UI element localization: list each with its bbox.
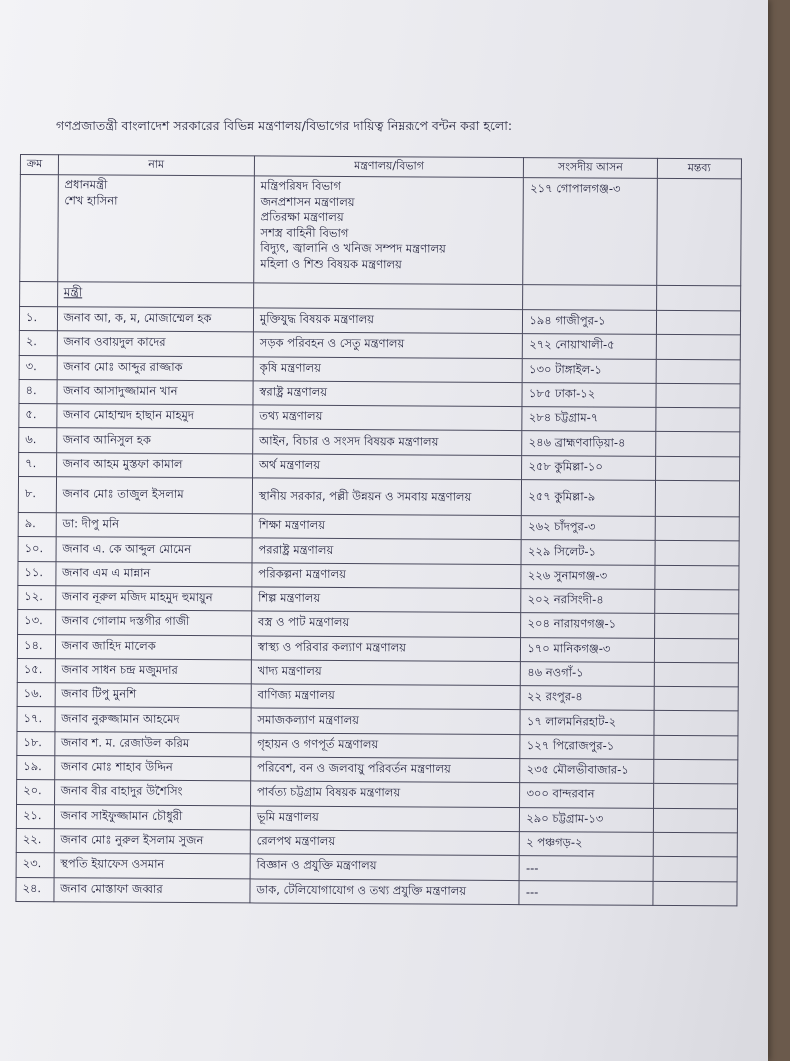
pm-serial bbox=[20, 175, 58, 282]
row-serial: ৪. bbox=[19, 379, 57, 404]
pm-name: শেখ হাসিনা bbox=[64, 192, 118, 208]
row-ministry: স্বরাষ্ট্র মন্ত্রণালয় bbox=[253, 381, 523, 407]
pm-remarks bbox=[656, 178, 741, 286]
table-row bbox=[18, 477, 739, 517]
row-remarks bbox=[655, 480, 740, 517]
row-name: জনাব আনিসুল হক bbox=[56, 428, 252, 453]
pm-ministry: জনপ্রশাসন মন্ত্রণালয় bbox=[260, 193, 355, 209]
row-ministry: তথ্য মন্ত্রণালয় bbox=[253, 405, 523, 431]
row-ministry: পরিবেশ, বন ও জলবায়ু পরিবর্তন মন্ত্রণালয় bbox=[251, 757, 521, 783]
row-ministry: বিজ্ঞান ও প্রযুক্তি মন্ত্রণালয় bbox=[250, 854, 520, 880]
row-ministry: স্থানীয় সরকার, পল্লী উন্নয়ন ও সমবায় মন্ত্রণালয় bbox=[252, 478, 522, 516]
row-serial: ৭. bbox=[19, 452, 57, 477]
row-seat: ১২৭ পিরোজপুর-১ bbox=[520, 734, 653, 759]
row-ministry: সড়ক পরিবহন ও সেতু মন্ত্রণালয় bbox=[253, 332, 523, 358]
row-serial: ১২. bbox=[18, 585, 56, 610]
row-seat: ২৫৮ কুমিল্লা-১০ bbox=[522, 455, 655, 480]
row-ministry: ভূমি মন্ত্রণালয় bbox=[250, 806, 520, 832]
row-name: জনাব এ. কে আব্দুল মোমেন bbox=[56, 537, 252, 562]
row-remarks bbox=[654, 565, 739, 590]
row-serial: ১০. bbox=[18, 537, 56, 562]
row-ministry: পররাষ্ট্র মন্ত্রণালয় bbox=[252, 538, 522, 564]
pm-seat: ২১৭ গোপালগঞ্জ-৩ bbox=[523, 178, 657, 286]
row-remarks bbox=[653, 759, 738, 784]
row-seat: --- bbox=[519, 880, 652, 905]
row-serial: ১. bbox=[19, 307, 57, 332]
row-name: জনাব শ. ম. রেজাউল করিম bbox=[54, 731, 250, 756]
row-name: স্থপতি ইয়াফেস ওসমান bbox=[54, 853, 250, 878]
row-seat: ৩০০ বান্দরবান bbox=[520, 783, 653, 808]
header-serial: ক্রম bbox=[20, 155, 58, 175]
row-serial: ৮. bbox=[18, 477, 56, 513]
row-seat: ২২ রংপুর-৪ bbox=[520, 686, 653, 711]
row-serial: ২৩. bbox=[16, 853, 54, 878]
page-heading: গণপ্রজাতন্ত্রী বাংলাদেশ সরকারের বিভিন্ন মন্ত্রণালয়/বিভাগের দায়িত্ব নিম্নরূপে বন্টন করা হলো: bbox=[56, 118, 513, 133]
row-seat: --- bbox=[519, 856, 652, 881]
pm-ministry: বিদ্যুৎ, জ্বালানি ও খনিজ সম্পদ মন্ত্রণালয় bbox=[260, 240, 446, 256]
row-seat: ১৭ লালমনিরহাট-২ bbox=[520, 710, 653, 735]
header-name: নাম bbox=[58, 155, 254, 176]
row-name: ডা: দীপু মনি bbox=[56, 513, 252, 538]
row-remarks bbox=[653, 857, 738, 882]
row-serial: ১৮. bbox=[17, 731, 55, 756]
row-remarks bbox=[656, 359, 741, 384]
row-remarks bbox=[654, 662, 739, 687]
row-ministry: রেলপথ মন্ত্রণালয় bbox=[250, 830, 520, 856]
row-ministry: গৃহায়ন ও গণপূর্ত মন্ত্রণালয় bbox=[251, 733, 521, 759]
row-seat: ২৮৪ চট্টগ্রাম-৭ bbox=[522, 407, 655, 432]
row-remarks bbox=[653, 784, 738, 809]
row-ministry: ডাক, টেলিযোগাযোগ ও তথ্য প্রযুক্তি মন্ত্রণালয় bbox=[250, 878, 520, 904]
row-name: জনাব মোঃ তাজুল ইসলাম bbox=[56, 477, 252, 514]
row-remarks bbox=[654, 638, 739, 663]
row-remarks bbox=[654, 589, 739, 614]
section-label: মন্ত্রী bbox=[63, 285, 83, 300]
row-serial: ৯. bbox=[18, 513, 56, 538]
pm-ministry: সশস্ত্র বাহিনী বিভাগ bbox=[260, 224, 349, 240]
row-seat: ১৩০ টাঙ্গাইল-১ bbox=[522, 358, 655, 383]
row-ministry: খাদ্য মন্ত্রণালয় bbox=[251, 660, 521, 686]
row-name: জনাব মোঃ শাহাব উদ্দিন bbox=[54, 756, 250, 781]
row-name: জনাব টিপু মুনশি bbox=[55, 683, 251, 708]
row-seat: ২৩৫ মৌলভীবাজার-১ bbox=[520, 759, 653, 784]
row-ministry: শিক্ষা মন্ত্রণালয় bbox=[252, 514, 522, 540]
row-seat: ২ পঞ্চগড়-২ bbox=[520, 832, 653, 857]
row-serial: ১৫. bbox=[17, 658, 55, 683]
row-remarks bbox=[655, 541, 740, 566]
row-serial: ৬. bbox=[19, 428, 57, 453]
row-name: জনাব সাইফুজ্জামান চৌধুরী bbox=[54, 804, 250, 829]
row-seat: ২৪৬ ব্রাহ্মণবাড়িয়া-৪ bbox=[522, 431, 655, 456]
pm-name-cell bbox=[57, 175, 254, 283]
row-remarks bbox=[654, 711, 739, 736]
row-name: জনাব নূরুল মজিদ মাহমুদ হুমায়ুন bbox=[55, 586, 251, 611]
row-remarks bbox=[653, 832, 738, 857]
row-ministry: স্বাস্থ্য ও পরিবার কল্যাণ মন্ত্রণালয় bbox=[251, 635, 521, 661]
ministry-allocation-table bbox=[15, 154, 742, 906]
row-serial: ১৪. bbox=[17, 634, 55, 659]
header-seat: সংসদীয় আসন bbox=[524, 158, 657, 179]
row-ministry: বাণিজ্য মন্ত্রণালয় bbox=[251, 684, 521, 710]
row-seat: ৪৬ নওগাঁ-১ bbox=[521, 661, 654, 686]
row-serial: ৩. bbox=[19, 355, 57, 380]
row-seat: ১৭০ মানিকগঞ্জ-৩ bbox=[521, 637, 654, 662]
row-name: জনাব আহম মুস্তফা কামাল bbox=[56, 453, 252, 478]
pm-title: প্রধানমন্ত্রী bbox=[64, 177, 108, 192]
row-serial: ১৭. bbox=[17, 707, 55, 732]
row-ministry: সমাজকল্যাণ মন্ত্রণালয় bbox=[251, 708, 521, 734]
table-row bbox=[16, 877, 737, 906]
row-seat: ২৬২ চাঁদপুর-৩ bbox=[522, 516, 655, 541]
pm-row bbox=[20, 175, 742, 286]
row-serial: ৫. bbox=[19, 404, 57, 429]
header-remarks: মন্তব্য bbox=[657, 158, 742, 179]
row-name: জনাব মোঃ আব্দুর রাজ্জাক bbox=[57, 355, 253, 380]
pm-ministries-cell bbox=[254, 176, 524, 285]
row-name: জনাব মোস্তাফা জব্বার bbox=[54, 877, 250, 902]
row-ministry: শিল্প মন্ত্রণালয় bbox=[252, 587, 522, 613]
row-name: জনাব ওবায়দুল কাদের bbox=[57, 331, 253, 356]
row-name: জনাব গোলাম দস্তগীর গাজী bbox=[55, 610, 251, 635]
row-name: জনাব মোহাম্মদ হাছান মাহমুদ bbox=[56, 404, 252, 429]
row-serial: ১৯. bbox=[17, 756, 55, 781]
row-seat: ১৯৪ গাজীপুর-১ bbox=[523, 310, 656, 335]
row-ministry: পার্বত্য চট্টগ্রাম বিষয়ক মন্ত্রণালয় bbox=[250, 781, 520, 807]
pm-ministry: মন্ত্রিপরিষদ বিভাগ bbox=[260, 178, 342, 193]
row-remarks bbox=[656, 310, 741, 335]
row-seat: ২৭২ নোয়াখালী-৫ bbox=[523, 334, 656, 359]
row-serial: ১১. bbox=[18, 561, 56, 586]
row-seat: ২৯০ চট্টগ্রাম-১৩ bbox=[520, 807, 653, 832]
row-remarks bbox=[655, 456, 740, 481]
row-remarks bbox=[653, 808, 738, 833]
row-name: জনাব বীর বাহাদুর উশৈসিং bbox=[54, 780, 250, 805]
row-ministry: পরিকল্পনা মন্ত্রণালয় bbox=[252, 563, 522, 589]
row-ministry: বস্ত্র ও পাট মন্ত্রণালয় bbox=[251, 611, 521, 637]
row-name: জনাব নুরুজ্জামান আহমেদ bbox=[55, 707, 251, 732]
row-name: জনাব জাহিদ মালেক bbox=[55, 634, 251, 659]
pm-ministry: মহিলা ও শিশু বিষয়ক মন্ত্রণালয় bbox=[260, 255, 402, 271]
row-seat: ১৮৫ ঢাকা-১২ bbox=[522, 382, 655, 407]
row-name: জনাব আসাদুজ্জামান খান bbox=[57, 380, 253, 405]
row-serial: ২৪. bbox=[16, 877, 54, 902]
row-seat: ২২৯ সিলেট-১ bbox=[521, 540, 654, 565]
row-remarks bbox=[654, 614, 739, 639]
row-serial: ১৩. bbox=[18, 610, 56, 635]
row-remarks bbox=[655, 408, 740, 433]
row-serial: ২১. bbox=[16, 804, 54, 829]
row-name: জনাব সাধন চন্দ্র মজুমদার bbox=[55, 659, 251, 684]
row-serial: ১৬. bbox=[17, 683, 55, 708]
row-ministry: আইন, বিচার ও সংসদ বিষয়ক মন্ত্রণালয় bbox=[253, 429, 523, 455]
row-remarks bbox=[653, 735, 738, 760]
row-remarks bbox=[653, 881, 738, 906]
row-ministry: অর্থ মন্ত্রণালয় bbox=[252, 454, 522, 480]
row-name: জনাব এম এ মান্নান bbox=[55, 561, 251, 586]
row-serial: ২০. bbox=[17, 780, 55, 805]
row-remarks bbox=[655, 516, 740, 541]
header-ministry: মন্ত্রণালয়/বিভাগ bbox=[254, 156, 524, 178]
row-name: জনাব মোঃ নুরুল ইসলাম সুজন bbox=[54, 829, 250, 854]
row-remarks bbox=[656, 335, 741, 360]
row-name: জনাব আ, ক, ম, মোজাম্মেল হক bbox=[57, 307, 253, 332]
row-remarks bbox=[654, 687, 739, 712]
row-serial: ২. bbox=[19, 331, 57, 356]
row-remarks bbox=[656, 383, 741, 408]
row-remarks bbox=[655, 432, 740, 457]
row-ministry: মুক্তিযুদ্ধ বিষয়ক মন্ত্রণালয় bbox=[253, 308, 523, 334]
row-seat: ২২৬ সুনামগঞ্জ-৩ bbox=[521, 564, 654, 589]
row-seat: ২০২ নরসিংদী-৪ bbox=[521, 589, 654, 614]
row-serial: ২২. bbox=[16, 828, 54, 853]
pm-ministry: প্রতিরক্ষা মন্ত্রণালয় bbox=[260, 209, 344, 224]
row-seat: ২৫৭ কুমিল্লা-৯ bbox=[522, 480, 655, 517]
row-ministry: কৃষি মন্ত্রণালয় bbox=[253, 357, 523, 383]
row-seat: ২০৪ নারায়ণগঞ্জ-১ bbox=[521, 613, 654, 638]
